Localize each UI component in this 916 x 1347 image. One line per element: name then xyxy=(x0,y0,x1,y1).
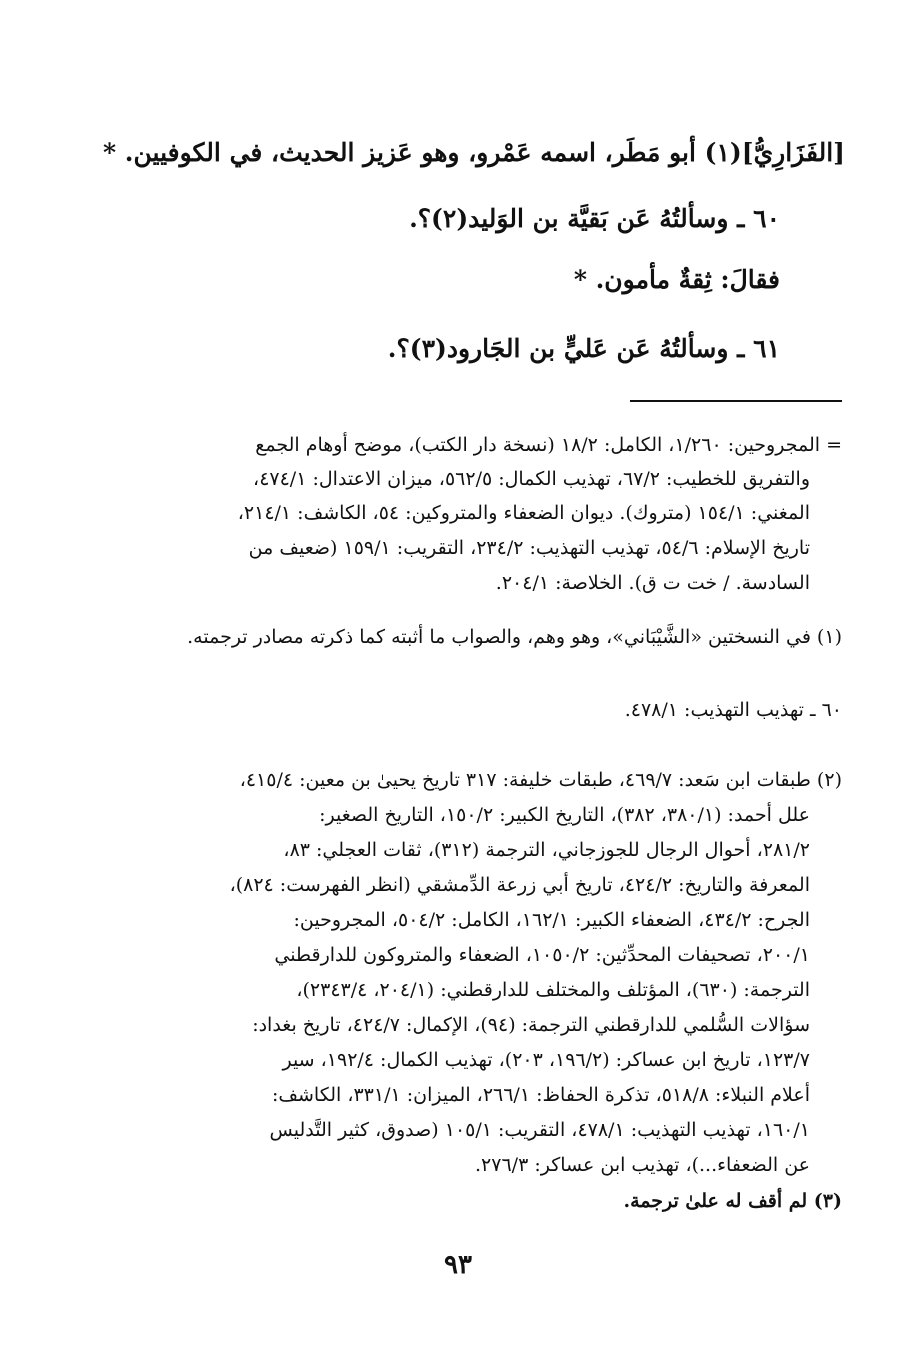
footnote-2-line: ٢٨١/٢، أحوال الرجال للجوزجاني، الترجمة (٣١٢)، ثقات العجلي: ٨٣، xyxy=(283,839,810,861)
footnote-2-line: الترجمة: (٦٣٠)، المؤتلف والمختلف للدارقطني: (٢٠٤/١، ٢٣٤٣/٤)، xyxy=(296,979,810,1001)
continued-note-line: المغني: ١٥٤/١ (متروك). ديوان الضعفاء والمتروكين: ٥٤، الكاشف: ٢١٤/١، xyxy=(237,502,810,524)
footnote-1: (١) في النسختين «الشَّيْبَاني»، وهو وهم، والصواب ما أثبته كما ذكرته مصادر ترجمته. xyxy=(187,626,842,648)
continued-note-line: = المجروحين: ١/٢٦٠، الكامل: ١٨/٢ (نسخة دار الكتب)، موضح أوهام الجمع xyxy=(255,434,842,456)
footnote-2-line: ١٢٣/٧، تاريخ ابن عساكر: (١٩٦/٢، ٢٠٣)، تهذيب الكمال: ١٩٢/٤، سير xyxy=(282,1049,810,1071)
footnote-2-line: عن الضعفاء...)، تهذيب ابن عساكر: ٢٧٦/٣. xyxy=(475,1154,810,1176)
continued-note-line: السادسة. / خت ت ق). الخلاصة: ٢٠٤/١. xyxy=(495,572,810,594)
main-text-line: ٦١ ـ وسألتُهُ عَن عَليٍّ بن الجَارود(٣)؟. xyxy=(387,334,780,363)
footnote-2-line: ٢٠٠/١، تصحيفات المحدِّثين: ١٠٥٠/٢، الضعفاء والمتروكون للدارقطني xyxy=(274,944,810,966)
continued-note-line: والتفريق للخطيب: ٦٧/٢، تهذيب الكمال: ٥٦٢/٥، ميزان الاعتدال: ٤٧٤/١، xyxy=(253,468,810,490)
main-text-line: ٦٠ ـ وسألتُهُ عَن بَقيَّة بن الوَليد(٢)؟. xyxy=(409,204,780,233)
footnote-3: (٣) لم أقف له علىٰ ترجمة. xyxy=(623,1190,842,1212)
footnote-2-line: سؤالات السُّلمي للدارقطني الترجمة: (٩٤)، الإكمال: ٤٢٤/٧، تاريخ بغداد: xyxy=(252,1014,810,1036)
main-text-line: فقالَ: ثِقةٌ مأمون. * xyxy=(573,265,780,294)
footnote-2-line: الجرح: ٤٣٤/٢، الضعفاء الكبير: ١٦٢/١، الكامل: ٥٠٤/٢، المجروحين: xyxy=(293,909,810,931)
page-number: ٩٣ xyxy=(444,1250,472,1280)
footnote-separator xyxy=(630,400,842,402)
footnote-2-line: علل أحمد: (٣٨٠/١، ٣٨٢)، التاريخ الكبير: ١٥٠/٢، التاريخ الصغير: xyxy=(319,804,810,826)
footnote-2-line: (٢) طبقات ابن سَعد: ٤٦٩/٧، طبقات خليفة: ٣١٧ تاريخ يحيىٰ بن معين: ٤١٥/٤، xyxy=(239,769,842,791)
note-60: ٦٠ ـ تهذيب التهذيب: ٤٧٨/١. xyxy=(624,699,842,721)
footnote-2-line: أعلام النبلاء: ٥١٨/٨، تذكرة الحفاظ: ٢٦٦/١، الميزان: ٣٣١/١، الكاشف: xyxy=(271,1084,810,1106)
continued-note-line: تاريخ الإسلام: ٥٤/٦، تهذيب التهذيب: ٢٣٤/٢، التقريب: ١٥٩/١ (ضعيف من xyxy=(248,537,810,559)
main-text-line: [الفَزَارِيُّ](١) أبو مَطَر، اسمه عَمْرو، وهو عَزيز الحديث، في الكوفيين. * xyxy=(103,138,845,167)
footnote-2-line: ١٦٠/١، تهذيب التهذيب: ٤٧٨/١، التقريب: ١٠٥/١ (صدوق، كثير التَّدليس xyxy=(269,1119,810,1141)
footnote-2-line: المعرفة والتاريخ: ٤٢٤/٢، تاريخ أبي زرعة الدِّمشقي (انظر الفهرست: ٨٢٤)، xyxy=(229,874,810,896)
